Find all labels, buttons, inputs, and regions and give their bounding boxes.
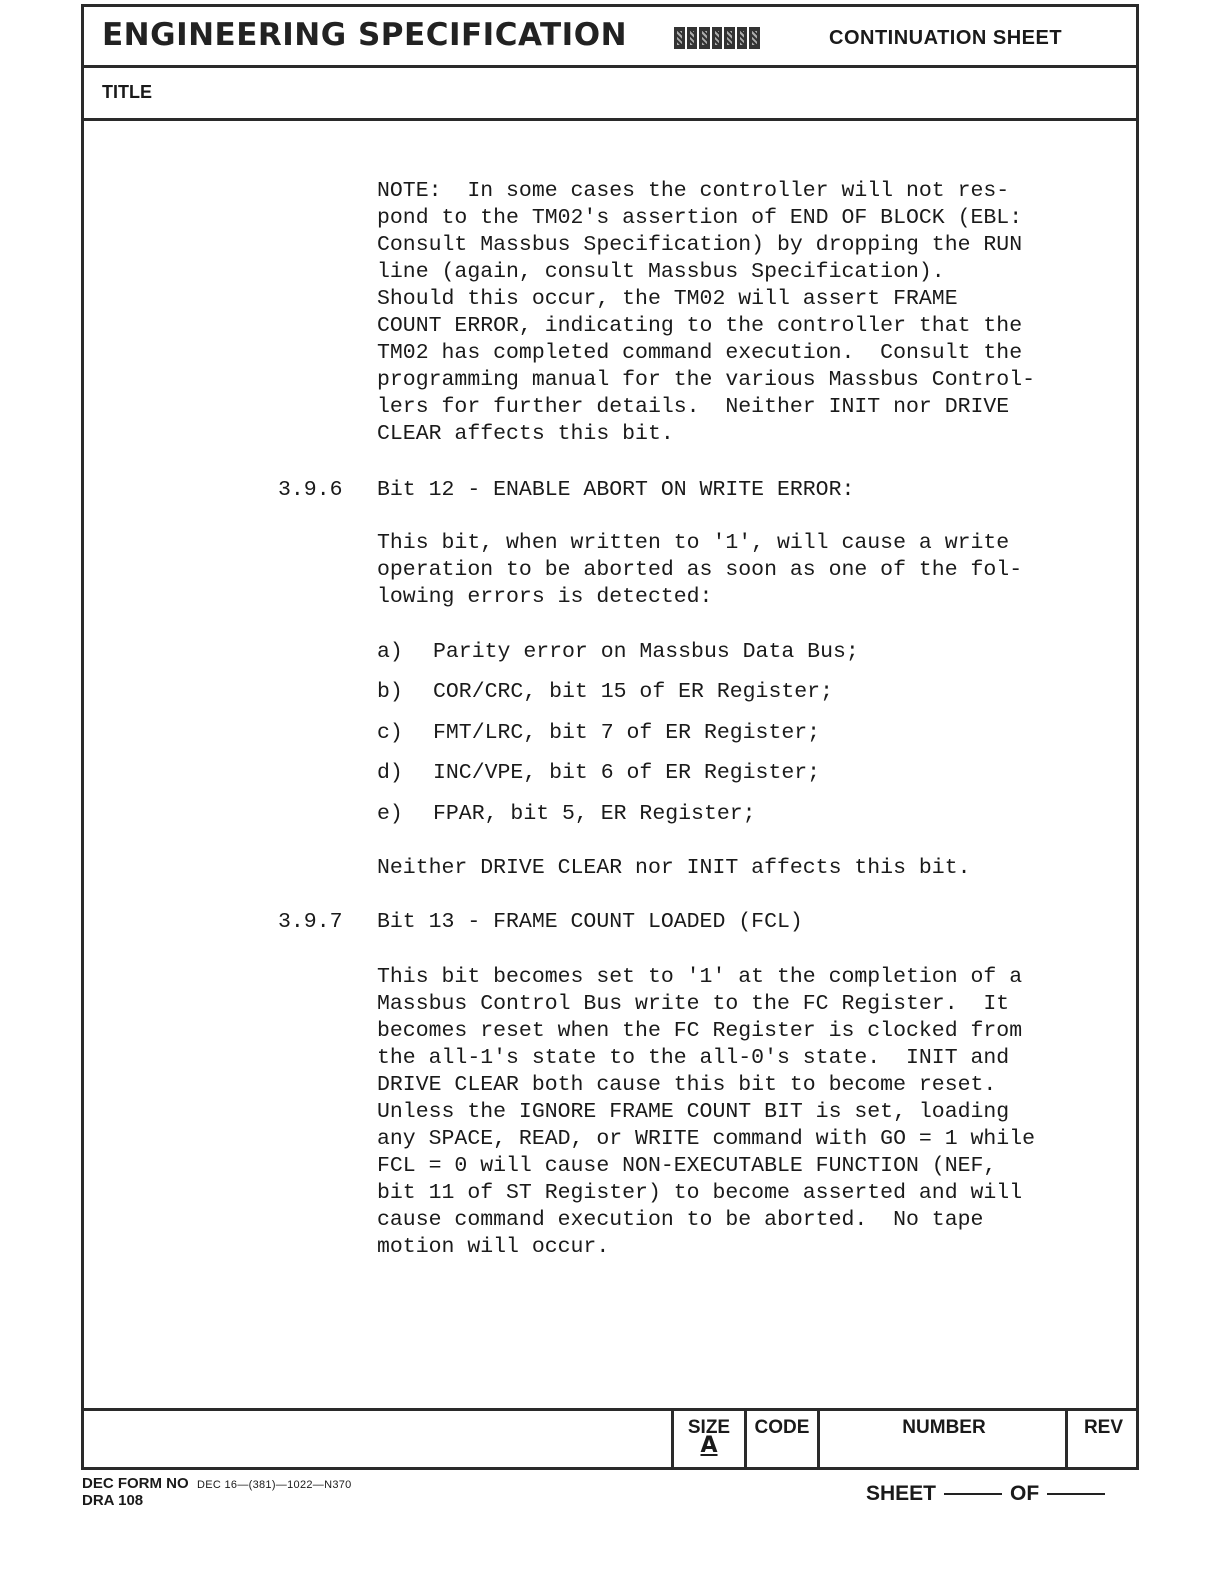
- sheet-type: CONTINUATION SHEET: [829, 27, 1063, 49]
- paragraph-line: cause command execution to be aborted. No tape: [377, 1208, 984, 1232]
- list-item-letter: d): [377, 761, 403, 785]
- list-item-letter: c): [377, 721, 403, 745]
- paragraph-line: operation to be aborted as soon as one of the fol-: [377, 558, 1023, 582]
- note-line: Should this occur, the TM02 will assert FRAME: [377, 287, 958, 311]
- paragraph-line: any SPACE, READ, or WRITE command with GO = 1 while: [377, 1127, 1036, 1151]
- list-item: FMT/LRC, bit 7 of ER Register;: [433, 721, 821, 745]
- paragraph-line: becomes reset when the FC Register is clocked from: [377, 1019, 1023, 1043]
- note-line: pond to the TM02's assertion of END OF BLOCK (EBL:: [377, 206, 1023, 230]
- section-number: 3.9.6: [278, 478, 343, 502]
- number-label: NUMBER: [902, 1417, 986, 1438]
- form-number-block: [82, 1476, 352, 1509]
- paragraph-line: lowing errors is detected:: [377, 585, 713, 609]
- of-blank: [1047, 1493, 1105, 1495]
- form-no-label: DEC FORM NO: [82, 1475, 189, 1492]
- list-item-letter: e): [377, 802, 403, 826]
- title-block: [84, 1408, 1136, 1467]
- sheet-of: [866, 1482, 1113, 1506]
- note-line: lers for further details. Neither INIT nor DRIVE: [377, 395, 1010, 419]
- list-item: FPAR, bit 5, ER Register;: [433, 802, 756, 826]
- section-closing: Neither DRIVE CLEAR nor INIT affects this bit.: [377, 856, 971, 880]
- section-title: Bit 13 - FRAME COUNT LOADED (FCL): [377, 910, 803, 934]
- section-title: Bit 12 - ENABLE ABORT ON WRITE ERROR:: [377, 478, 855, 502]
- paragraph-line: DRIVE CLEAR both cause this bit to become reset.: [377, 1073, 997, 1097]
- section-number: 3.9.7: [278, 910, 343, 934]
- note-line: COUNT ERROR, indicating to the controller that the: [377, 314, 1023, 338]
- section-paragraph: [377, 530, 1117, 611]
- size-value: A: [700, 1433, 718, 1458]
- size-cell: [671, 1411, 744, 1467]
- dra-number: DRA 108: [82, 1492, 144, 1509]
- code-label: CODE: [754, 1417, 810, 1438]
- rev-cell: [1065, 1411, 1139, 1467]
- list-item: INC/VPE, bit 6 of ER Register;: [433, 761, 821, 785]
- section-paragraph: [377, 964, 1117, 1261]
- note-line: programming manual for the various Massbus Control-: [377, 368, 1036, 392]
- title-row: [84, 65, 1136, 121]
- paragraph-line: FCL = 0 will cause NON-EXECUTABLE FUNCTION (NEF,: [377, 1154, 997, 1178]
- code-cell: [744, 1411, 817, 1467]
- number-cell: [817, 1411, 1068, 1467]
- digital-logo-icon: [674, 27, 760, 49]
- paragraph-line: bit 11 of ST Register) to become asserted and will: [377, 1181, 1023, 1205]
- list-item-letter: b): [377, 680, 403, 704]
- paragraph-line: motion will occur.: [377, 1235, 610, 1259]
- note-line: CLEAR affects this bit.: [377, 422, 674, 446]
- size-label: SIZE: [687, 1417, 731, 1438]
- rev-label: REV: [1083, 1417, 1124, 1438]
- paragraph-line: the all-1's state to the all-0's state. INIT and: [377, 1046, 1010, 1070]
- paragraph-line: This bit, when written to '1', will cause a write: [377, 531, 1010, 555]
- paragraph-line: Massbus Control Bus write to the FC Register. It: [377, 992, 1010, 1016]
- list-item: Parity error on Massbus Data Bus;: [433, 640, 859, 664]
- note-line: TM02 has completed command execution. Consult the: [377, 341, 1023, 365]
- paragraph-line: This bit becomes set to '1' at the completion of a: [377, 965, 1023, 989]
- of-label: OF: [1010, 1482, 1040, 1505]
- title-label: TITLE: [102, 82, 152, 102]
- sheet-blank: [944, 1493, 1002, 1495]
- list-item: COR/CRC, bit 15 of ER Register;: [433, 680, 833, 704]
- form-title: ENGINEERING SPECIFICATION: [102, 17, 628, 53]
- note-line: NOTE: In some cases the controller will not res-: [377, 179, 1010, 203]
- paragraph-line: Unless the IGNORE FRAME COUNT BIT is set, loading: [377, 1100, 1010, 1124]
- form-header: [84, 7, 1136, 68]
- note-paragraph: [377, 178, 1117, 448]
- note-line: line (again, consult Massbus Specification).: [377, 260, 945, 284]
- list-item-letter: a): [377, 640, 403, 664]
- note-line: Consult Massbus Specification) by dropping the RUN: [377, 233, 1023, 257]
- form-no-value: DEC 16—(381)—1022—N370: [197, 1479, 352, 1491]
- sheet-label: SHEET: [866, 1482, 937, 1505]
